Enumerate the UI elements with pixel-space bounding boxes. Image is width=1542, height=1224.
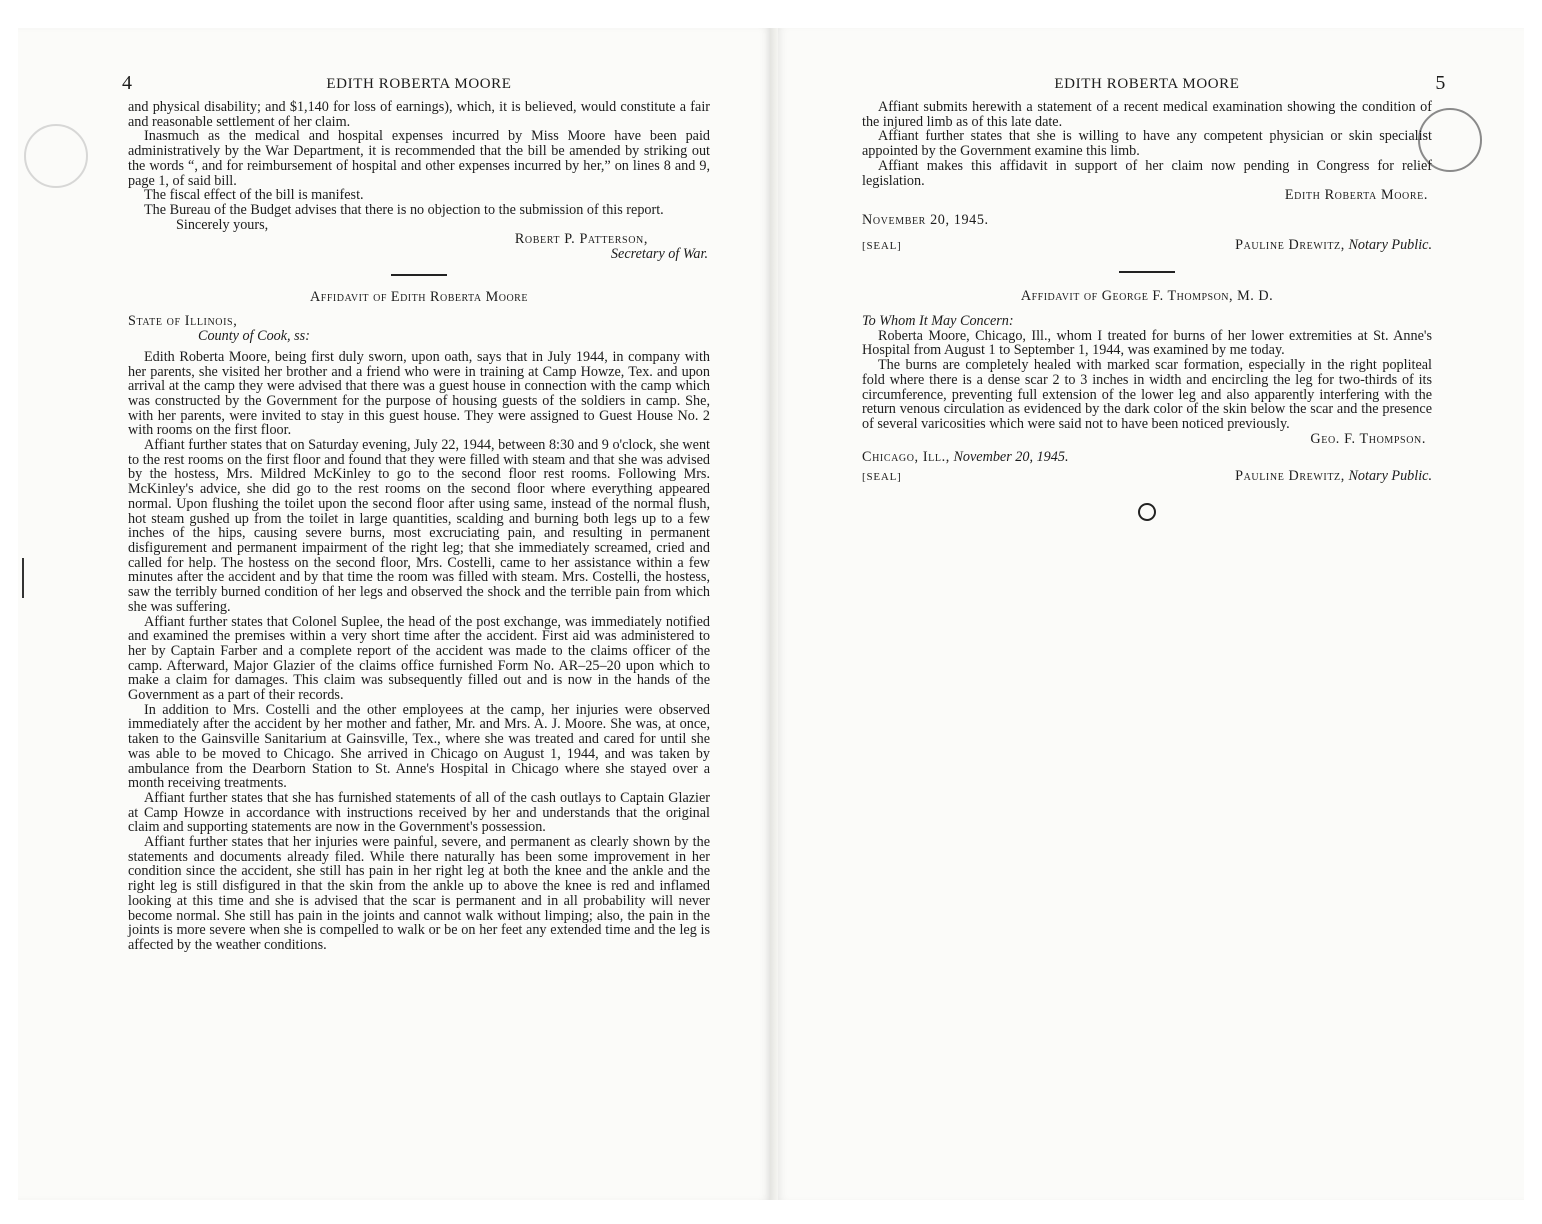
paragraph: In addition to Mrs. Costelli and the other employees at the camp, her injuries were observed immediately after the accident by her mother and father, Mr. and Mrs. A. J. Moore. She was, at once, taken to the Gainsville Sanitarium at Gainsville, Tex., where she was treated and cared for until she was able to be moved to Chicago. She arrived in Chicago on August 1, 1944, and was taken by ambulance from the Dearborn Station to St. Anne's Hospital in Chicago where she stayed over a month receiving treatments. [128, 701, 710, 792]
paragraph: Affiant further states that her injuries were painful, severe, and permanent as clearly shown by the statements and documents already filed. While there naturally has been some improvement in her condition since the accident, she still has pain in her right leg at both the knee and the ankle and the right leg is still disfigured in that the skin from the ankle up to above the knee is red and inflamed looking at this time and she is advised that the scar is permanent and in all probability will never become normal. She still has pain in the joints and cannot walk without limping; also, the pain in the joints is more severe when she is compelled to walk or be on her feet any extended time and the leg is affected by the weather conditions. [128, 834, 710, 953]
margin-mark [22, 558, 24, 598]
paragraph: Inasmuch as the medical and hospital expenses incurred by Miss Moore have been paid administratively by the War Department, it is recommended that the bill be amended by striking out the words “, and for reimbursement of hospital and other expenses incurred by her,” on lines 8 and 9, page 1, of said bill. [128, 128, 710, 189]
paragraph: Affiant further states that she is willing to have any competent physician or skin specialist appointed by the Government examine this limb. [862, 128, 1432, 160]
running-head: EDITH ROBERTA MOORE [326, 76, 512, 92]
paragraph: Affiant further states that Colonel Suplee, the head of the post exchange, was immediately notified and examined the premises within a very short time after the accident. First aid was administered to her by Captain Farber and a complete report of the accident was made to the claims officer of the camp. Afterward, Major Glazier of the claims office furnished Form No. AR–25–20 upon which to make a claim for damages. This claim was subsequently filled out and is now in the hands of the Government as a part of their records. [128, 613, 710, 704]
closing: Sincerely yours, [176, 216, 269, 233]
left-body [128, 100, 710, 953]
notary-signature: Pauline Drewitz, Notary Public. [1235, 236, 1432, 253]
paragraph: Edith Roberta Moore, being first duly sworn, upon oath, says that in July 1944, in company with her parents, she visited her brother and a friend who were in training at Camp Howze, Tex. and upon arrival at the camp they were advised that there was a guest house in connection with the camp which was constructed by the Government for the purpose of housing guests of the soldiers in camp. She, with her parents, were invited to stay in this guest house. They were assigned to Guest House No. 2 with rooms on the first floor. [128, 348, 710, 439]
page-header [862, 72, 1446, 100]
left-page [18, 28, 770, 1200]
signer-name: Robert P. Patterson, [514, 231, 648, 248]
affidavit-title: Affidavit of Edith Roberta Moore [310, 288, 528, 305]
paragraph: and physical disability; and $1,140 for loss of earnings), which, it is believed, would constitute a fair and reasonable settlement of her claim. [128, 99, 710, 130]
affidavit-title: Affidavit of George F. Thompson, M. D. [1020, 288, 1274, 305]
affiant-signature: Edith Roberta Moore. [1284, 187, 1428, 204]
divider [391, 274, 447, 276]
running-head: EDITH ROBERTA MOORE [1054, 76, 1240, 92]
venue-state: State of Illinois, [128, 313, 238, 330]
right-page [778, 28, 1524, 1200]
paragraph: The fiscal effect of the bill is manifest. [144, 187, 364, 204]
paragraph: Roberta Moore, Chicago, Ill., whom I treated for burns of her lower extremities at St. Anne's Hospital from August 1 to September 1, 1944, was examined by me today. [862, 327, 1432, 359]
page-number: 4 [122, 72, 133, 94]
right-body [862, 100, 1432, 521]
place-date: Chicago, Ill., November 20, 1945. [862, 449, 1069, 466]
gutter [770, 28, 778, 1200]
venue-county: County of Cook, ss: [198, 328, 310, 345]
signer-title: Secretary of War. [610, 246, 708, 263]
salutation: To Whom It May Concern: [862, 313, 1014, 330]
notary-row [862, 238, 1432, 254]
notary-signature: Pauline Drewitz, Notary Public. [1235, 468, 1432, 485]
page-number: 5 [1435, 72, 1446, 94]
paragraph: Affiant further states that on Saturday evening, July 22, 1944, between 8:30 and 9 o'clock, she went to the rest rooms on the first floor and found that they were filled with steam and that she was advised by the hostess, Mrs. Mildred McKinley to go to the second floor rest rooms. Following Mrs. McKinley's advice, she did go to the rest rooms on the second floor where everything appeared normal. Upon flushing the toilet upon the second floor after using same, instead of the normal flush, hot steam gushed up from the toilet in large quantities, scalding and burning both legs up to a few inches of the hips, causing severe burns, most excruciating pain, and resulting in permanent disfigurement and permanent impairment of the right leg; that she immediately screamed, cried and called for help. The hostess on the second floor, Mrs. Costelli, came to her assistance within a few minutes after the accident and by that time the room was filled with steam. Mrs. Costelli, the hostess, saw the terribly burned condition of her legs and observed the shock and the terrible pain from which she was suffering. [128, 437, 710, 615]
paragraph: Affiant submits herewith a statement of a recent medical examination showing the condition of the injured limb as of this late date. [862, 99, 1432, 130]
paragraph: Affiant further states that she has furnished statements of all of the cash outlays to Captain Glazier at Camp Howze in accordance with instructions received by her and understands that the original claim and supporting statements are now in the Government's possession. [128, 789, 710, 836]
seal-label: [SEAL] [862, 471, 902, 484]
seal-label: [SEAL] [862, 239, 902, 252]
paragraph: Affiant makes this affidavit in support of her claim now pending in Congress for relief legislation. [862, 157, 1432, 189]
notary-row [862, 469, 1432, 485]
divider [1119, 271, 1175, 273]
circle-icon [1138, 503, 1156, 521]
stamp-icon [24, 124, 88, 188]
paragraph: The Bureau of the Budget advises that there is no objection to the submission of this report. [144, 201, 664, 218]
page-header [122, 72, 710, 100]
doctor-signature: Geo. F. Thompson. [1310, 430, 1426, 447]
paragraph: The burns are completely healed with marked scar formation, especially in the right popliteal fold where there is a dense scar 2 to 3 inches in width and encircling the leg for two-thirds of its circumference, preventing full extension of the lower leg and also apparently interfering with the return venous circulation as evidenced by the dark color of the skin below the scar and the presence of several varicosities which were said not to have been noticed previously. [862, 357, 1432, 432]
date: November 20, 1945. [862, 211, 989, 228]
